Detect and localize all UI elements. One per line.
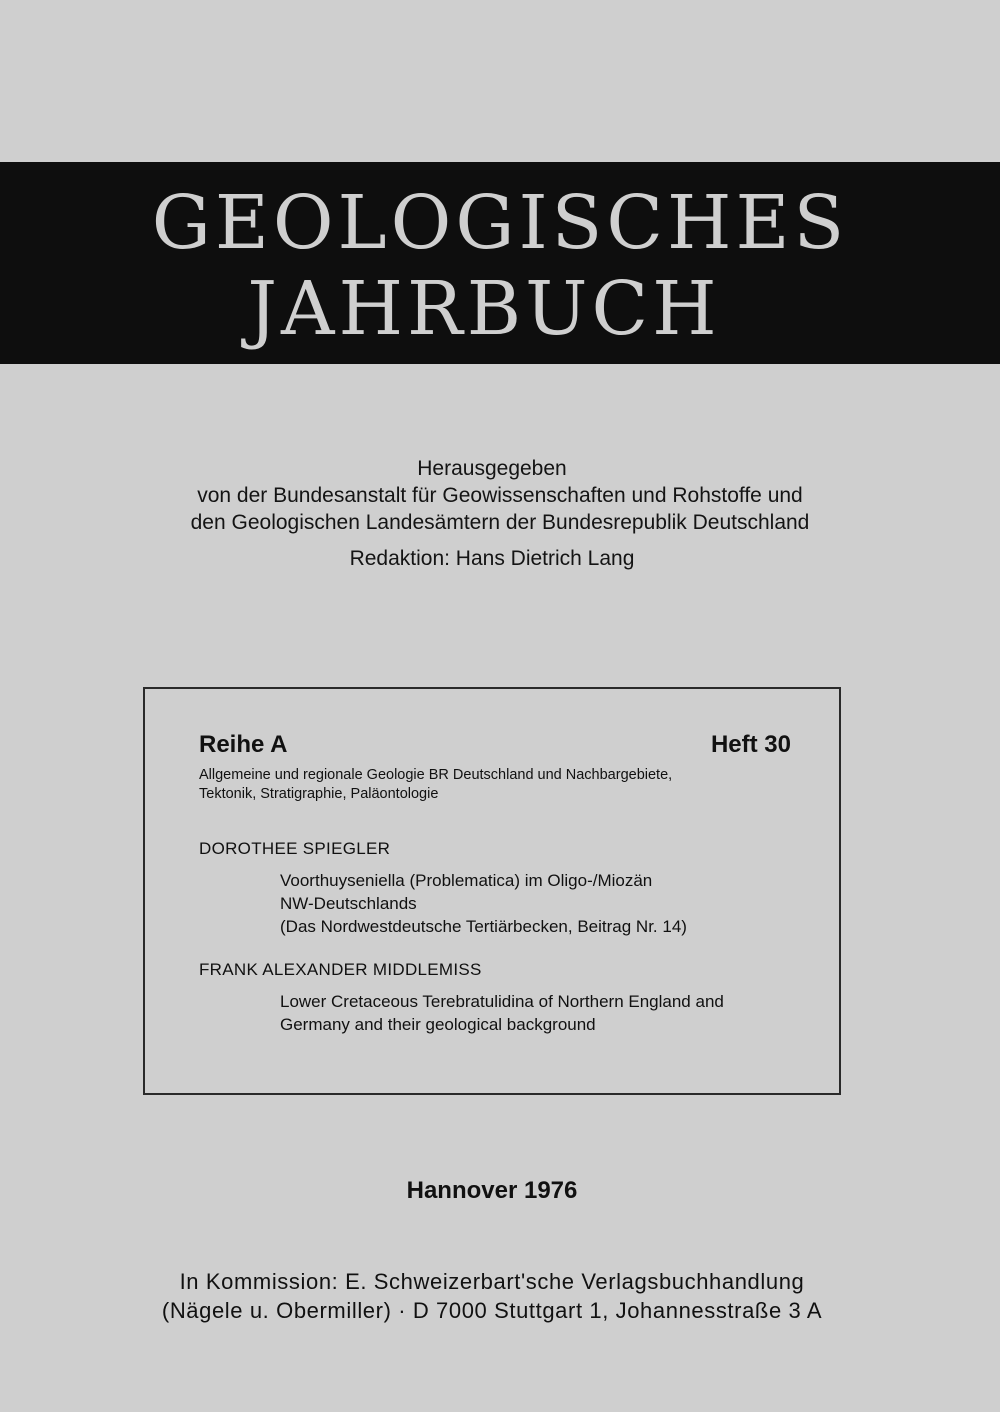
article-1-author: DOROTHEE SPIEGLER — [199, 839, 391, 858]
article-1-title — [280, 869, 800, 938]
publisher-line-1: von der Bundesanstalt für Geowissenschaften und Rohstoffe und — [197, 484, 803, 507]
publisher-line-2: den Geologischen Landesämtern der Bundesrepublik Deutschland — [190, 511, 810, 534]
series-label: Reihe A — [199, 731, 288, 758]
contents-box — [143, 687, 841, 1095]
article-1-title-line-3: (Das Nordwestdeutsche Tertiärbecken, Beitrag Nr. 14) — [280, 917, 687, 936]
commission-line-1: In Kommission: E. Schweizerbart'sche Verlagsbuchhandlung — [179, 1269, 805, 1294]
article-1-title-line-1: Voorthuyseniella (Problematica) im Oligo-/Miozän — [280, 871, 653, 890]
issue-label: Heft 30 — [710, 731, 791, 758]
subjects-line-2: Tektonik, Stratigraphie, Paläontologie — [199, 786, 439, 802]
title-band — [0, 162, 1000, 364]
publisher-heading: Herausgegeben — [417, 457, 567, 480]
article-2-title-line-2: Germany and their geological background — [280, 1015, 596, 1034]
journal-title-line-1: GEOLOGISCHES — [151, 180, 849, 266]
commission-line-2: (Nägele u. Obermiller) · D 7000 Stuttgart 1, Johannesstraße 3 A — [161, 1298, 823, 1323]
article-2-title — [280, 990, 800, 1036]
subjects-text — [199, 766, 759, 804]
journal-title-line-2: JAHRBUCH — [247, 266, 721, 352]
article-2-author: FRANK ALEXANDER MIDDLEMISS — [199, 960, 482, 979]
subjects-line-1: Allgemeine und regionale Geologie BR Deutschland und Nachbargebiete, — [199, 767, 673, 783]
article-1-title-line-2: NW-Deutschlands — [280, 894, 417, 913]
article-2-title-line-1: Lower Cretaceous Terebratulidina of Northern England and — [280, 992, 724, 1011]
place-year: Hannover 1976 — [406, 1177, 578, 1204]
editor-line: Redaktion: Hans Dietrich Lang — [349, 547, 635, 570]
